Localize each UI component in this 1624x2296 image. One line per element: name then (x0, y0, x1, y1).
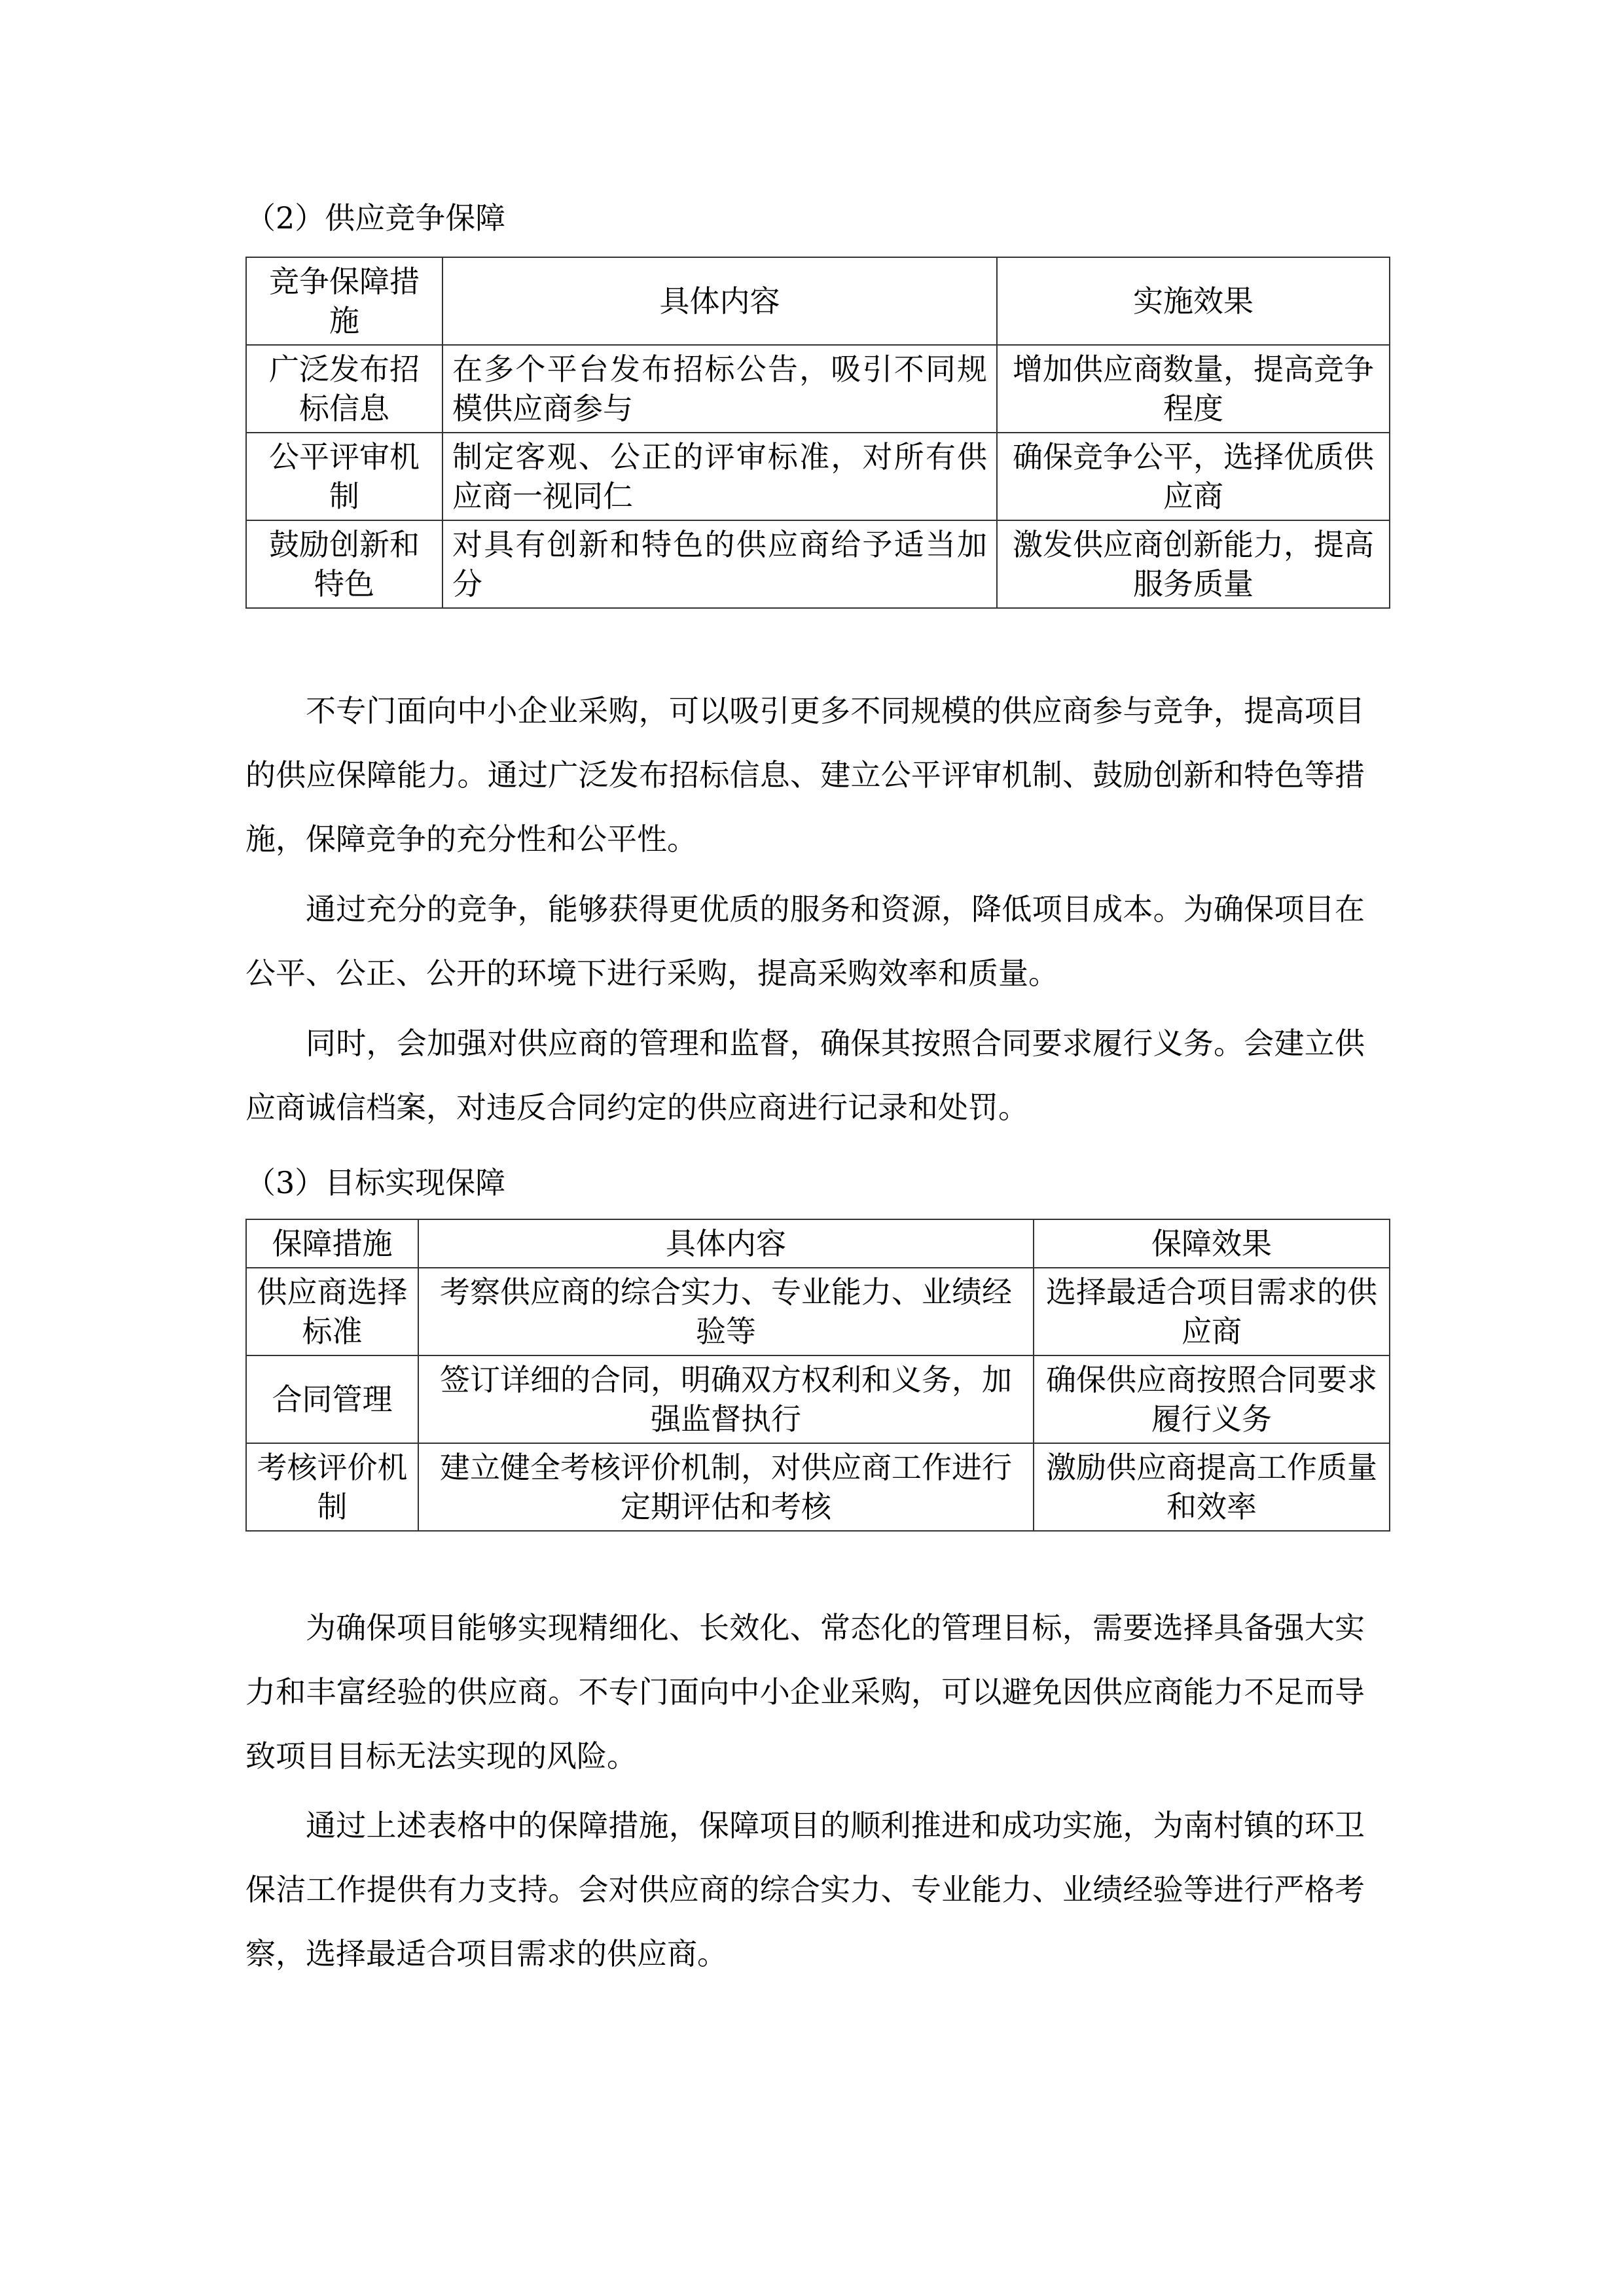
table-cell: 签订详细的合同，明确双方权利和义务，加强监督执行 (418, 1355, 1034, 1443)
table-row (246, 520, 1390, 608)
table-cell: 选择最适合项目需求的供应商 (1034, 1268, 1390, 1355)
table-row (246, 433, 1390, 520)
table-cell: 考核评价机制 (246, 1443, 418, 1531)
section-heading: （2）供应竞争保障 (245, 200, 506, 236)
table-cell: 增加供应商数量，提高竞争程度 (997, 345, 1390, 433)
table-header-cell: 具体内容 (442, 257, 997, 345)
table-header-cell: 竞争保障措施 (246, 257, 442, 345)
goal-guarantee-table (245, 1219, 1390, 1532)
section-heading: （3）目标实现保障 (245, 1165, 506, 1200)
table-cell: 建立健全考核评价机制，对供应商工作进行定期评估和考核 (418, 1443, 1034, 1531)
body-paragraph: 通过上述表格中的保障措施，保障项目的顺利推进和成功实施，为南村镇的环卫保洁工作提供有力支持。会对供应商的综合实力、专业能力、业绩经验等进行严格考察，选择最适合项目需求的供应商。 (245, 1808, 1365, 1971)
table-cell: 对具有创新和特色的供应商给予适当加分 (442, 520, 997, 608)
table-header-cell: 保障措施 (246, 1219, 418, 1268)
table-cell: 公平评审机制 (246, 433, 442, 520)
table-header-cell: 保障效果 (1034, 1219, 1390, 1268)
body-paragraph: 为确保项目能够实现精细化、长效化、常态化的管理目标，需要选择具备强大实力和丰富经验的供应商。不专门面向中小企业采购，可以避免因供应商能力不足而导致项目目标无法实现的风险。 (245, 1610, 1365, 1774)
table-row (246, 345, 1390, 433)
table-header-cell: 具体内容 (418, 1219, 1034, 1268)
table-cell: 确保供应商按照合同要求履行义务 (1034, 1355, 1390, 1443)
competition-guarantee-table (245, 257, 1390, 609)
table-cell: 广泛发布招标信息 (246, 345, 442, 433)
table-row (246, 1355, 1390, 1443)
table-cell: 激励供应商提高工作质量和效率 (1034, 1443, 1390, 1531)
table-cell: 合同管理 (246, 1355, 418, 1443)
table-row (246, 1268, 1390, 1355)
table-header-row (246, 1219, 1390, 1268)
table-cell: 制定客观、公正的评审标准，对所有供应商一视同仁 (442, 433, 997, 520)
table-cell: 供应商选择标准 (246, 1268, 418, 1355)
table-header-row (246, 257, 1390, 345)
table-cell: 在多个平台发布招标公告，吸引不同规模供应商参与 (442, 345, 997, 433)
table-cell: 鼓励创新和特色 (246, 520, 442, 608)
table-cell: 考察供应商的综合实力、专业能力、业绩经验等 (418, 1268, 1034, 1355)
table-header-cell: 实施效果 (997, 257, 1390, 345)
table-cell: 激发供应商创新能力，提高服务质量 (997, 520, 1390, 608)
table-row (246, 1443, 1390, 1531)
body-paragraph: 同时，会加强对供应商的管理和监督，确保其按照合同要求履行义务。会建立供应商诚信档案，对违反合同约定的供应商进行记录和处罚。 (245, 1026, 1365, 1125)
table-cell: 确保竞争公平，选择优质供应商 (997, 433, 1390, 520)
body-paragraph: 不专门面向中小企业采购，可以吸引更多不同规模的供应商参与竞争，提高项目的供应保障能力。通过广泛发布招标信息、建立公平评审机制、鼓励创新和特色等措施，保障竞争的充分性和公平性。 (245, 693, 1365, 857)
body-paragraph: 通过充分的竞争，能够获得更优质的服务和资源，降低项目成本。为确保项目在公平、公正、公开的环境下进行采购，提高采购效率和质量。 (245, 891, 1365, 991)
